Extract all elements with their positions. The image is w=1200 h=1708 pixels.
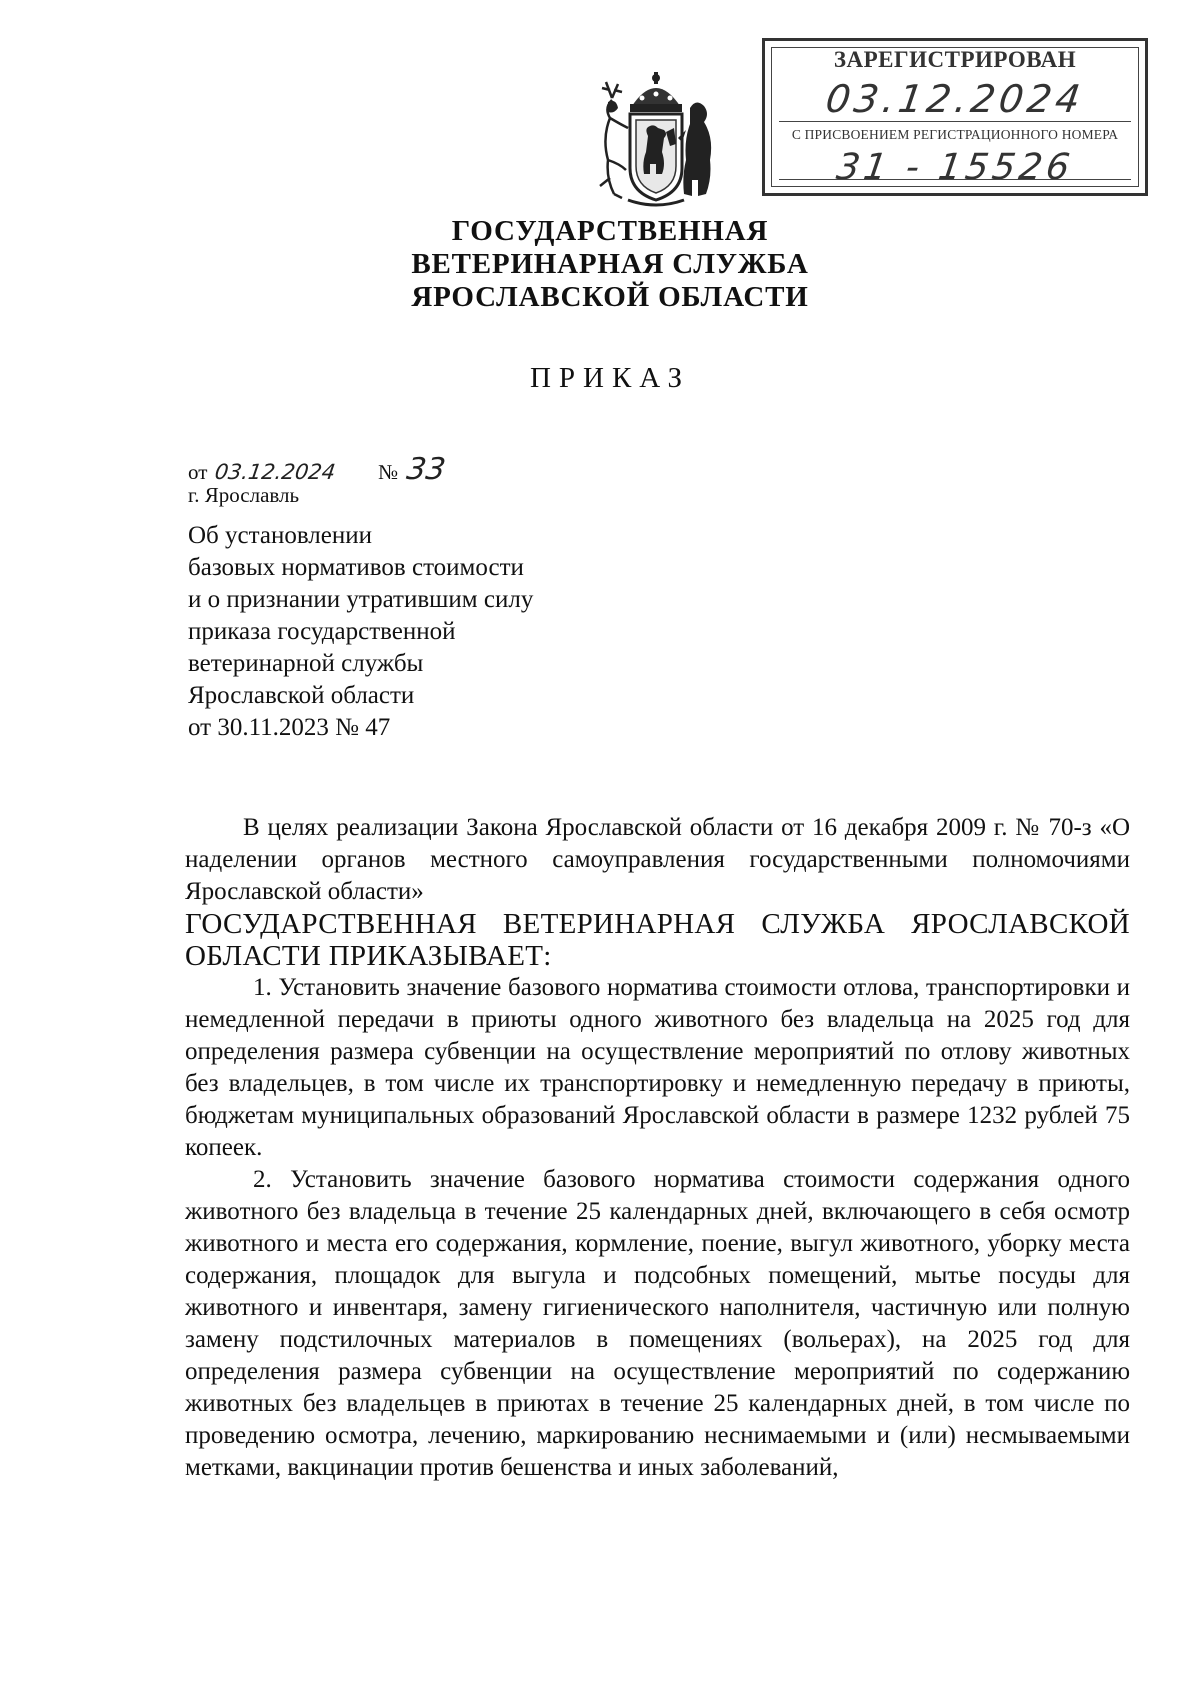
ordering-clause-line-1: ГОСУДАРСТВЕННАЯ ВЕТЕРИНАРНАЯ СЛУЖБА ЯРОСЛАВСКОЙ: [185, 908, 1130, 940]
order-body: [185, 812, 1130, 1484]
subject-line: базовых нормативов стоимости: [188, 554, 524, 581]
preamble-paragraph: В целях реализации Закона Ярославской области от 16 декабря 2009 г. № 70-з «О наделении органов местного самоуправления государственными полномочиями Ярославской области»: [185, 814, 1130, 905]
agency-name-line-2: ВЕТЕРИНАРНАЯ СЛУЖБА: [411, 248, 809, 280]
order-date: 03.12.2024: [212, 460, 337, 484]
agency-name-line-1: ГОСУДАРСТВЕННАЯ: [451, 215, 769, 247]
subject-line: и о признании утратившим силу: [188, 586, 534, 613]
agency-name-line-3: ЯРОСЛАВСКОЙ ОБЛАСТИ: [411, 281, 809, 313]
order-item-1: 1. Установить значение базового норматива стоимости отлова, транспортировки и немедленной передачи в приюты одного животного без владельца на 2025 год для определения размера субвенции на осуществление мероприятий по отлову животных без владельцев, в том числе их транспортировку и немедленную передачу в приюты, бюджетам муниципальных образований Ярославской области в размере 1232 рублей 75 копеек.: [185, 974, 1130, 1161]
stamp-registration-number: 31 - 15526: [834, 147, 1076, 188]
subject-line: ветеринарной службы: [188, 650, 424, 677]
subject-line: от 30.11.2023 № 47: [188, 714, 391, 741]
subject-line: Об установлении: [188, 522, 373, 549]
stamp-divider: [779, 121, 1131, 122]
order-subject: [188, 520, 533, 744]
subject-line: Ярославской области: [188, 682, 415, 709]
number-prefix: №: [378, 460, 399, 484]
date-prefix: от: [188, 460, 208, 484]
stamp-caption: С ПРИСВОЕНИЕМ РЕГИСТРАЦИОННОГО НОМЕРА: [791, 127, 1119, 142]
order-city: г. Ярославль: [188, 483, 300, 507]
stamp-date: 03.12.2024: [823, 77, 1087, 121]
registration-stamp: [762, 38, 1148, 196]
coat-of-arms-emblem: [592, 68, 720, 208]
subject-line: приказа государственной: [188, 618, 456, 645]
stamp-title: ЗАРЕГИСТРИРОВАН: [833, 47, 1077, 72]
stamp-divider: [779, 179, 1131, 180]
ordering-clause-line-2: ОБЛАСТИ ПРИКАЗЫВАЕТ:: [185, 940, 552, 972]
order-number: 33: [404, 452, 449, 487]
order-date-number: [188, 452, 449, 487]
document-type-heading: ПРИКАЗ: [529, 362, 691, 394]
order-item-2: 2. Установить значение базового норматива стоимости содержания одного животного без владельца в течение 25 календарных дней, включающего в себя осмотр животного и места его содержания, кормление, поение, выгул животного, уборку места содержания, площадок для выгула и подсобных помещений, мытье посуды для животного и инвентаря, замену гигиенического наполнителя, частичную или полную замену подстилочных материалов в помещениях (вольерах), на 2025 год для определения размера субвенции на осуществление мероприятий по содержанию животных без владельцев в приютах в течение 25 календарных дней, в том числе по проведению осмотра, лечению, маркированию неснимаемыми и (или) несмываемыми метками, вакцинации против бешенства и иных заболеваний,: [185, 1166, 1130, 1481]
